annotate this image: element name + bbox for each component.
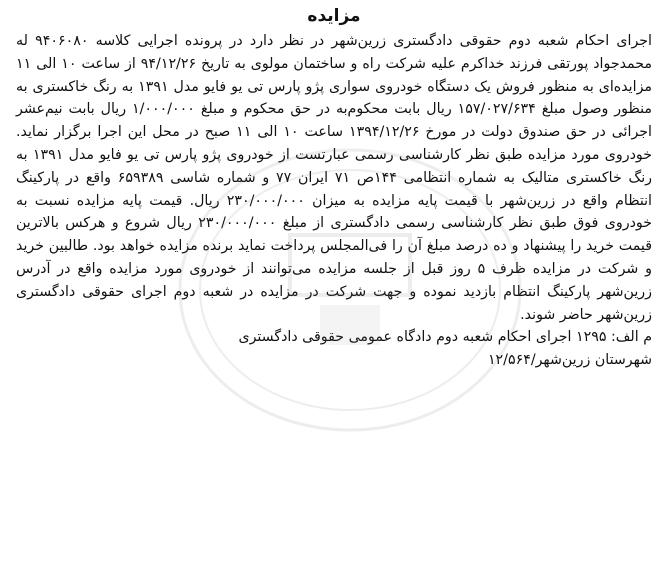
footer-reference: م الف: ۱۲۹۵ اجرای احکام شعبه دوم دادگاه عمومی حقوقی دادگستری bbox=[238, 329, 652, 346]
notice-footer bbox=[16, 326, 652, 372]
footer-city-number: شهرستان زرین‌شهر/۱۲/۵۶۴ bbox=[487, 352, 652, 369]
notice-title: مزایده bbox=[307, 6, 361, 26]
notice-body: اجرای احکام شعبه دوم حقوقی دادگستری زرین‌شهر در نظر دارد در پرونده اجرایی کلاسه ۹۴۰۶۰۸۰ له محمدجواد پورتقی فرزند خداکرم علیه شرکت راه و ساختمان مولوی به تاریخ ۹۴/۱۲/۲۶ از ساعت ۱۰ الی ۱۱ مزایده‌ای به منظور فروش یک دستگاه خودروی سواری پژو پارس تی یو فایو مدل ۱۳۹۱ به رنگ خاکستری به منظور وصول مبلغ ۱۵۷/۰۲۷/۶۳۴ ریال بابت محکوم‌به در حق محکوم و مبلغ ۱/۰۰۰/۰۰۰ ریال بابت نیم‌عشر اجرائی در حق صندوق دولت در مورخ ۱۳۹۴/۱۲/۲۶ ساعت ۱۰ الی ۱۱ صبح در محل این اجرا برگزار نماید. خودروی مورد مزایده طبق نظر کارشناسی رسمی عبارتست از خودروی پژو پارس تی یو فایو مدل ۱۳۹۱ به رنگ خاکستری متالیک به شماره انتظامی ۱۴۴ص ۷۱ ایران ۷۷ و شماره شاسی ۶۵۹۳۸۹ واقع در پارکینگ انتظام واقع در زرین‌شهر با قیمت پایه مزایده به میزان ۲۳۰/۰۰۰/۰۰۰ ریال. قیمت پایه مزایده نسبت به خودروی فوق طبق نظر کارشناسی رسمی دادگستری از مبلغ ۲۳۰/۰۰۰/۰۰۰ ریال شروع و هرکس بالاترین قیمت خرید را پیشنهاد و ده درصد مبلغ آن را فی‌المجلس پرداخت نماید برنده مزایده خواهد بود. طالبین خرید و شرکت در مزایده ظرف ۵ روز قبل از جلسه مزایده می‌توانند از خودروی مورد مزایده واقع در آدرس زرین‌شهر پارکینگ انتظام بازدید نموده و جهت شرکت در مزایده در شعبه دوم اجرای حقوقی دادگستری زرین‌شهر حاضر شوند. bbox=[16, 33, 653, 323]
auction-notice bbox=[16, 4, 652, 372]
